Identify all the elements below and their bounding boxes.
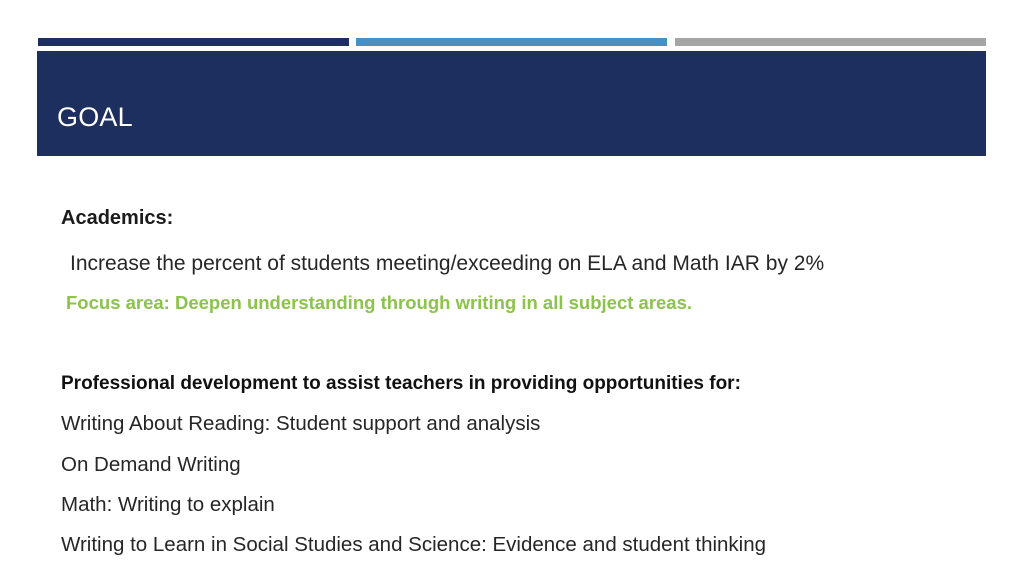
pd-item-on-demand-writing: On Demand Writing	[61, 453, 241, 476]
title-band	[37, 51, 986, 156]
accent-bar-blue	[356, 38, 667, 46]
pd-item-math-writing: Math: Writing to explain	[61, 493, 275, 516]
pd-item-writing-about-reading: Writing About Reading: Student support and analysis	[61, 412, 541, 435]
pd-heading: Professional development to assist teachers in providing opportunities for:	[61, 373, 741, 394]
accent-bar-gray	[675, 38, 986, 46]
pd-item-writing-to-learn: Writing to Learn in Social Studies and Science: Evidence and student thinking	[61, 533, 767, 556]
accent-bar-navy	[38, 38, 349, 46]
focus-area-text: Focus area: Deepen understanding through writing in all subject areas.	[66, 292, 693, 313]
academics-heading: Academics:	[61, 207, 174, 229]
slide-title: GOAL	[57, 102, 133, 132]
goal-statement: Increase the percent of students meeting/exceeding on ELA and Math IAR by 2%	[70, 252, 825, 275]
